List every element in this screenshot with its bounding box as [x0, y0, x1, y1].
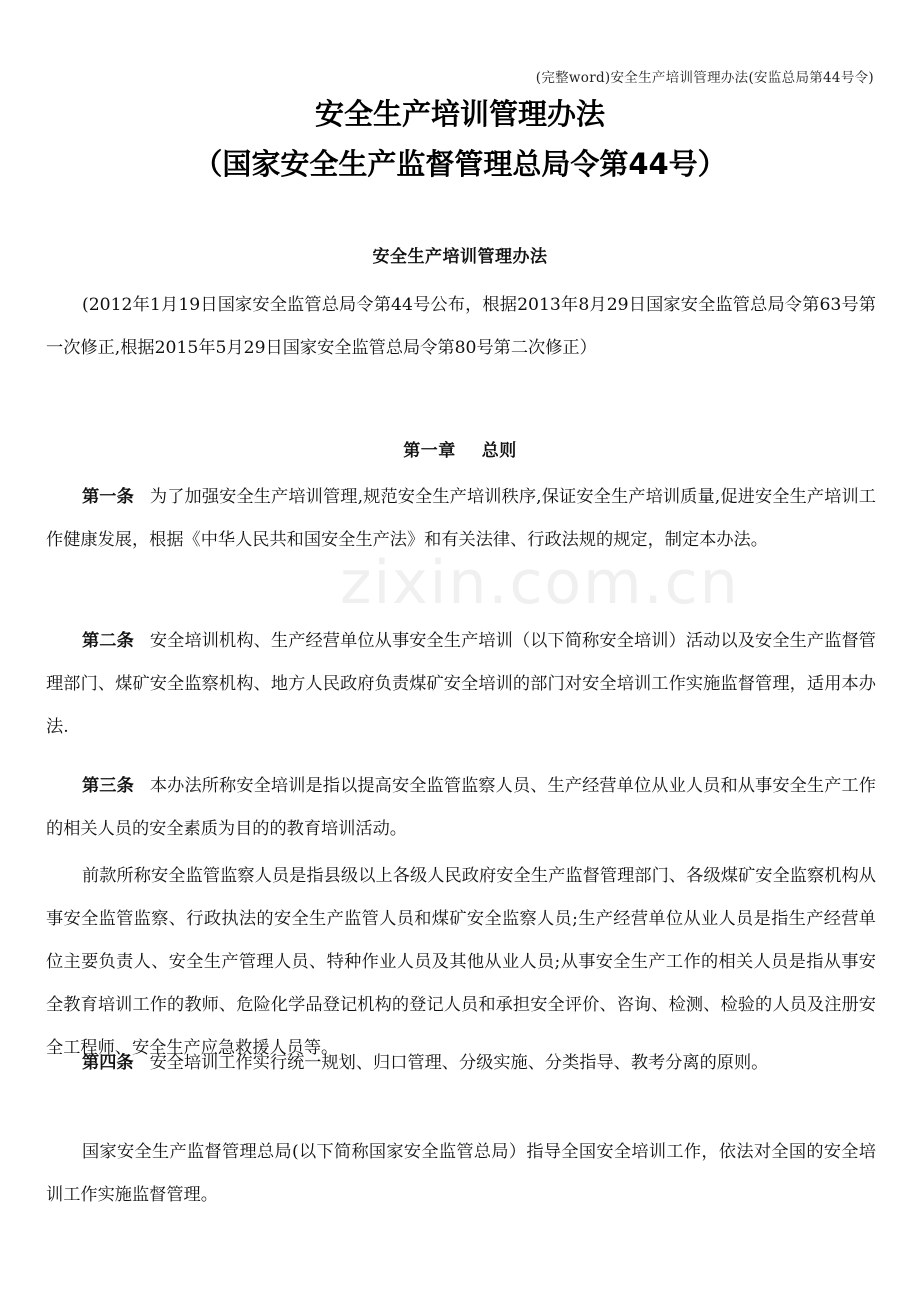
article-4-paragraph-2: 国家安全生产监督管理总局(以下简称国家安全监管总局）指导全国安全培训工作，依法对全国的安全培训工作实施监督管理。	[46, 1142, 876, 1205]
article-text: 为了加强安全生产培训管理,规范安全生产培训秩序,保证安全生产培训质量,促进安全生产培训工作健康发展，根据《中华人民共和国安全生产法》和有关法律、行政法规的规定，制定本办法。	[46, 487, 876, 550]
chapter-name: 总则	[481, 441, 517, 461]
article-text: 本办法所称安全培训是指以提高安全监管监察人员、生产经营单位从业人员和从事安全生产工作的相关人员的安全素质为目的的教育培训活动。	[46, 776, 876, 839]
regulation-title: 安全生产培训管理办法	[372, 247, 548, 267]
document-header: (完整word)安全生产培训管理办法(安监总局第44号令)	[535, 70, 874, 86]
article-label: 第二条	[82, 631, 134, 651]
article-label: 第三条	[82, 776, 134, 796]
chapter-heading	[0, 436, 920, 461]
document-title: 安全生产培训管理办法	[314, 97, 605, 131]
watermark: zixin.com.cn	[340, 548, 740, 618]
article-label: 第四条	[82, 1053, 134, 1073]
article-text: 安全培训工作实行统一规划、归口管理、分级实施、分类指导、教考分离的原则。	[149, 1053, 769, 1073]
chapter-number: 第一章	[403, 441, 456, 461]
article-3-paragraph-2: 前款所称安全监管监察人员是指县级以上各级人民政府安全生产监督管理部门、各级煤矿安全监察机构从事安全监管监察、行政执法的安全生产监管人员和煤矿安全监察人员;生产经营单位从业人员是指生产经营单位主要负责人、安全生产管理人员、特种作业人员及其他从业人员;从事安全生产工作的相关人员是指从事安全教育培训工作的教师、危险化学品登记机构的登记人员和承担安全评价、咨询、检测、检验的人员及注册安全工程师、安全生产应急救援人员等。	[46, 866, 876, 1058]
article-3	[46, 765, 876, 851]
article-1	[46, 476, 876, 562]
article-2	[46, 620, 876, 749]
article-label: 第一条	[82, 487, 134, 507]
revision-note: (2012年1月19日国家安全监管总局令第44号公布，根据2013年8月29日国家安全监管总局令第63号第一次修正,根据2015年5月29日国家安全监管总局令第80号第二次修正）	[46, 295, 876, 358]
article-text: 安全培训机构、生产经营单位从事安全生产培训（以下简称安全培训）活动以及安全生产监督管理部门、煤矿安全监察机构、地方人民政府负责煤矿安全培训的部门对安全培训工作实施监督管理，适用本办法.	[46, 631, 876, 737]
document-title-order-number: （国家安全生产监督管理总局令第44号）	[193, 147, 727, 181]
article-4	[46, 1042, 876, 1085]
